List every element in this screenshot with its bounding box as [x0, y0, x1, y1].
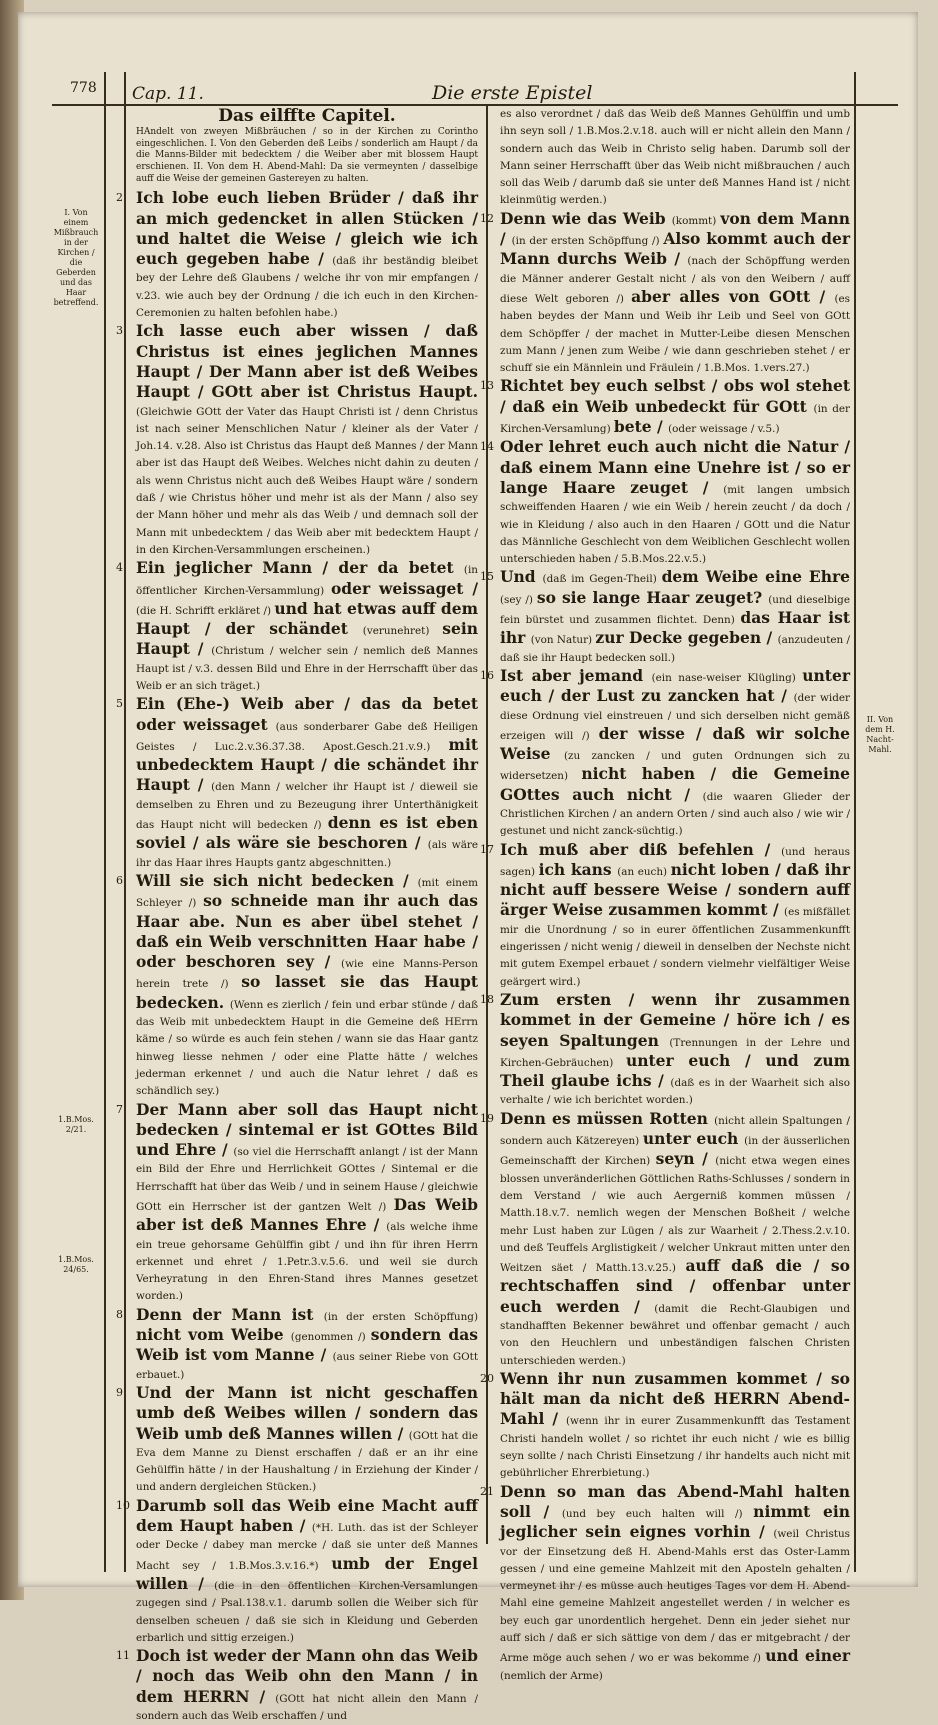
verse [136, 1101, 478, 1306]
gloss-text: (anzudeuten / daß sie ihr Haupt bedecken soll.) [500, 634, 851, 664]
verse-text: nicht haben / die Gemeine GOttes auch nicht / [500, 764, 850, 804]
gloss-text: (mit langen umbsich schweiffenden Haaren / wie ein Weib / herein zeucht / da doch / wie in Kleidung / also auch in den Haaren / GOtt und die Natur das Männliche Geschlecht von dem Weiblichen Geschlecht wollen unterschieden haben / 5.B.Mos.22.v.5.) [500, 483, 851, 566]
verse [500, 991, 850, 1110]
gloss-text: (Wenn es zierlich / fein und erbar stünde / daß das Weib mit unbedecktem Haupt in die Gemeine deß HErrn käme / so würde es auch fein stehen / wann sie das Haar gantz hinweg liesse nehmen / oder eine Platte hätte / welches jederman erkennet / und auch die Natur lehret / daß es schändlich sey.) [136, 998, 479, 1098]
verse [136, 1384, 478, 1497]
left-column-rule [124, 72, 126, 1572]
gloss-text: (damit die Recht-Glaubigen und standhafften Bekenner bewähret und offenbar gemacht / auch von den Heuchlern und unbeständigen falschen Christen unterschieden werden.) [500, 1302, 850, 1367]
verse [136, 1306, 478, 1384]
gloss-text: (*H. Luth. das ist der Schleyer oder Decke / dabey man mercke / daß sie unter deß Mannes Macht sey / 1.B.Mos.3.v.16.*) [136, 1522, 478, 1572]
verse-text: Ich lasse euch aber wissen / daß Christus ist eines jeglichen Mannes Haupt / Der Mann aber ist deß Weibes Haupt / GOtt aber ist Christus Haupt. [136, 321, 478, 402]
running-head-chapter: Cap. 11. [132, 84, 204, 104]
gloss-text: (Gleichwie GOtt der Vater das Haupt Christi ist / denn Christus ist nach seiner Menschlichen Natur / kleiner als der Vater / Joh.14. v.28. Also ist Christus das Haupt deß Mannes / der Mann aber ist das Haupt deß Weibes. Welches nicht dahin zu deuten / als wenn Christus nicht auch deß Weibes Haupt wäre / sondern daß / wie Christus höher und mehr ist als der Mann / also sey der Mann höher und mehr als das Weib / und demnach soll der Mann mit unbedecktem / das Weib aber mit bedecktem Haupt / in den Kirchen-Versammlungen erscheinen.) [136, 405, 478, 556]
verse-text: auff daß die / so rechtschaffen sind / offenbar unter euch werden / [500, 1256, 850, 1316]
verse-text: Oder lehret euch auch nicht die Natur / daß einem Mann eine Unehre ist / so er lange Haare zeuget / [500, 437, 850, 497]
verse [500, 1370, 850, 1483]
verse [136, 559, 478, 695]
gloss-text: (es mißfället mir die Unordnung / so in eurer öffentlichen Zusammenkunfft eingerissen / nicht wenig / dieweil in denselben der Nechste nicht mit gutem Exempel erbauet / sondern vielmehr vielfältiger Weise geärgert wird.) [500, 906, 851, 988]
verse-text: Doch ist weder der Mann ohn das Weib / noch das Weib ohn den Mann / in dem HERRN / [136, 1646, 478, 1706]
gloss-text: (die H. Schrifft erkläret /) [136, 604, 275, 617]
verse-text: der wisse / daß wir solche Weise [500, 723, 850, 764]
verse-text: bete / [613, 417, 669, 437]
gloss-text: (wie eine Manns-Person herein trete /) [136, 958, 478, 991]
gloss-text: (in der Kirchen-Versamlung) [500, 402, 851, 436]
gloss-text: (nicht allein Spaltungen / sondern auch Kätzereyen) [500, 1114, 850, 1148]
gloss-text: (daß es in der Waarheit sich also verhalte / wie ich berichtet worden.) [500, 1077, 851, 1107]
verse [500, 377, 850, 438]
verse-text: Denn wie das Weib [500, 208, 672, 228]
gloss-text: (der wider diese Ordnung viel einstreuen / und sich derselben nicht gemäß erzeigen will /) [500, 692, 850, 742]
verse-text: denn es ist eben soviel / als wäre sie beschoren / [136, 813, 478, 853]
verse-text: oder weissaget / [330, 578, 478, 598]
gloss-text: (ein nase-weiser Klügling) [651, 671, 803, 684]
verse-text: Ich muß aber diß befehlen / [500, 839, 782, 859]
verse [136, 1497, 478, 1647]
gloss-text: (von Natur) [530, 634, 596, 647]
gloss-text: (wenn ihr in eurer Zusammenkunfft das Testament Christi handeln wollet / so richtet ihr euch nicht / wie es billig seyn sollte / nach Christi Einsetzung / ihr handelts auch nicht mit gebührlicher Ehrerbietung.) [500, 1415, 851, 1480]
gloss-text: (mit einem Schleyer /) [136, 876, 479, 910]
verse [500, 841, 850, 991]
verse [136, 322, 478, 559]
gloss-text: (oder weissage / v.5.) [668, 423, 780, 436]
margin-note-left: 1.B.Mos. 2/21. [58, 1115, 94, 1134]
gloss-text: (GOtt hat nicht allein den Mann / sondern auch das Weib erschaffen / und [136, 1692, 478, 1723]
verse-text: Das Weib aber ist deß Mannes Ehre / [136, 1195, 478, 1235]
left-margin-rule [104, 72, 106, 1572]
verse [136, 695, 478, 872]
verse-text: und hat etwas auff dem Haupt / der schändet [136, 598, 479, 639]
verse-text: Denn der Mann ist [136, 1304, 324, 1324]
verse-text: Also kommt auch der Mann durchs Weib / [500, 229, 851, 269]
gloss-text: es also verordnet / daß das Weib deß Mannes Gehülffin und umb ihn seyn soll / 1.B.Mos.2.v.18. auch will er nicht allein den Mann / sondern auch das Weib in Christo selig haben. Darumb soll der Mann seiner Herrschafft über das Weib nicht mißbrauchen / auch soll das Weib / darumb daß sie unter deß Mannes Hand ist / nicht kleinmütig werden.) [500, 108, 850, 207]
verse-text: so sie lange Haar zeuget? [536, 587, 769, 607]
verse-text: umb der Engel willen / [136, 1553, 479, 1593]
verse-text: von dem Mann / [500, 208, 851, 249]
verse-text: Ist aber jemand [500, 665, 652, 685]
gloss-text: (als wäre ihr das Haar ihres Haupts gantz abgeschnitten.) [136, 839, 478, 869]
verse-text: nicht loben / daß ihr nicht auff bessere Weise / sondern auff ärger Weise zusammen kommt / [500, 859, 850, 920]
verse-text: zur Decke gegeben / [595, 628, 778, 648]
gloss-text: (die waaren Glieder der Christlichen Kirchen / an andern Orten / sind auch also / wie wir / gestunet und nicht zanck-süchtig.) [500, 790, 851, 838]
verse [500, 438, 850, 568]
verse-text: Denn es müssen Rotten [500, 1108, 715, 1128]
gloss-text: (GOtt hat die Eva dem Manne zu Dienst erschaffen / daß er an ihr eine Gehülffin hätte / in der Haushaltung / in Erziehung der Kinder / und andern dergleichen Stücken.) [136, 1429, 479, 1494]
verse-text: Denn so man das Abend-Mahl halten soll / [500, 1481, 850, 1521]
verse-text: nicht vom Weibe [136, 1325, 291, 1345]
gloss-text: (aus sonderbarer Gabe deß Heiligen Geistes / Luc.2.v.36.37.38. Apost.Gesch.21.v.9.) [136, 720, 478, 753]
verse-text: Ein (Ehe-) Weib aber / das da betet oder weissaget [136, 694, 478, 734]
gloss-text: (den Mann / welcher ihr Haupt ist / dieweil sie demselben zu Ehren und zu Bezeugung ihrer Unterthänigkeit das Haupt nicht will bedecken /) [136, 781, 478, 832]
verse-text: unter euch / der Lust zu zancken hat / [500, 665, 850, 706]
gloss-text: (zu zancken / und guten Ordnungen sich zu widersetzen) [500, 750, 850, 783]
verse [500, 1110, 850, 1370]
verse-text: unter euch / und zum Theil glaube ichs / [500, 1050, 850, 1091]
verse [136, 872, 478, 1101]
running-head-title: Die erste Epistel [432, 82, 593, 104]
verse-text: Ein jeglicher Mann / der da betet [136, 558, 464, 578]
verse-text: so lasset sie das Haupt bedecken. [136, 972, 478, 1012]
gloss-text: (kommt) [671, 214, 721, 227]
gloss-text: (in der ersten Schöpffung /) [511, 235, 664, 248]
verse: 11 Doch ist weder der Mann ohn das Weib / noch das Weib ohn den Mann / in dem HERRN / (GOtt hat nicht allein den Mann / sondern auch das Weib erschaffen / und [116, 1646, 478, 1723]
gloss-text: (und dieselbige fein bürstet und zusammen flichtet. Denn) [500, 593, 850, 627]
gloss-text: (verunehret) [362, 625, 443, 638]
verse-text: unter euch [642, 1129, 745, 1149]
verse-text: Darumb soll das Weib eine Macht auff dem Haupt haben / [136, 1495, 478, 1536]
verse-text: Will sie sich nicht bedecken / [136, 870, 418, 890]
verse-text: dem Weibe eine Ehre [661, 567, 850, 587]
gloss-text: (als welche ihme ein treue gehorsame Gehülffin gibt / und ihn für ihren Herrn erkennet und ehret / 1.Petr.3.v.5.6. und weil sie durch Verheyratung in den Ehren-Stand ihres Mannes gesetzet worden.) [136, 1221, 478, 1303]
verse-text: nimmt ein jeglicher sein eignes vorhin / [500, 1501, 850, 1542]
gloss-text: (nicht etwa wegen eines blossen unveränderlichen Göttlichen Raths-Schlusses / sondern in dem Verstand / wie auch Aergerniß kommen müssen / Matth.18.v.7. nemlich wegen der Menschen Boßheit / welche mehr Lust haben zur Lügen / als zur Waarheit / 2.Thess.2.v.10. und deß Teuffels Arglistigkeit / welcher Unkraut mitten unter den Weitzen säet / Matth.13.v.25.) [500, 1155, 850, 1275]
gloss-text: (aus seiner Riebe von GOtt erbauet.) [136, 1351, 478, 1381]
gloss-text: (nemlich der Arme) [500, 1669, 603, 1682]
gloss-text: (in der äusserlichen Gemeinschafft der Kirchen) [500, 1135, 850, 1168]
gloss-text: (und bey euch halten will /) [561, 1507, 754, 1520]
verse-text: das Haar ist ihr [500, 608, 850, 648]
gloss-text: (die in den öffentlichen Kirchen-Versamlungen zugegen sind / Psal.138.v.1. darumb sollen die Weiber sich für denselben scheuen / daß sie sich in Kleidung und Geberden erbarlich und sittig erzeigen.) [136, 1579, 478, 1644]
margin-note-right: II. Von dem H. Nacht-Mahl. [865, 715, 895, 754]
gloss-text: (daß im Gegen-Theil) [542, 573, 662, 586]
page-number: 778 [70, 80, 97, 96]
center-rule [486, 104, 488, 1544]
gloss-text: (und heraus sagen) [500, 845, 851, 878]
verse-text: und einer [765, 1646, 850, 1666]
verse-text: sondern das Weib ist vom Manne / [136, 1325, 478, 1365]
gloss-text: (in öffentlicher Kirchen-Versammlung) [136, 564, 478, 597]
gloss-text: (Trennungen in der Lehre und Kirchen-Gebräuchen) [500, 1036, 851, 1069]
verse-text: Der Mann aber soll das Haupt nicht bedecken / sintemal er ist GOttes Bild und Ehre / [136, 1099, 478, 1160]
chapter-summary: HAndelt von zweyen Mißbräuchen / so in der Kirchen zu Corintho eingeschlichen. I. Von den Geberden deß Leibs / sonderlich am Haupt / da die Manns-Bilder mit bedecktem / die Weiber aber mit blossem Haupt erschienen. II. Von dem H. Abend-Mahl: Da sie vermeynten / dasselbige auff die Weise der gemeinen Gastereyen zu halten. [136, 127, 478, 184]
gloss-text: (in der ersten Schöpffung) [323, 1310, 479, 1323]
gloss-text: (Christum / welcher sein / nemlich deß Mannes Haupt ist / v.3. dessen Bild und Ehre in der Herrschafft über das Weib er an sich träget.) [136, 645, 478, 692]
verse-text: mit unbedecktem Haupt / die schändet ihr Haupt / [136, 734, 478, 795]
left-column [116, 106, 479, 1725]
verse-text: Wenn ihr nun zusammen kommet / so hält man da nicht deß HERRN Abend-Mahl / [500, 1368, 850, 1429]
verse-text: Zum ersten / wenn ihr zusammen kommet in der Gemeine / höre ich / es seyen Spaltungen [500, 989, 850, 1050]
right-margin-rule [854, 72, 856, 1572]
verse-text: aber alles von GOtt / [631, 286, 835, 306]
gloss-text: (so viel die Herrschafft anlangt / ist der Mann ein Bild der Ehre und Herrlichkeit GOttes / Sintemal er die Herrschafft hat über das Weib / und in seinem Hause / gleichwie GOtt ein Herrscher ist der gantzen Welt /) [136, 1146, 478, 1213]
margin-note-left: I. Von einem Mißbrauch in der Kirchen / die Geberden und das Haar betreffend. [53, 208, 99, 307]
right-column [500, 106, 850, 1685]
verse [500, 1483, 850, 1685]
gloss-text: (genommen /) [290, 1331, 371, 1344]
verse [500, 106, 850, 210]
verse-text: Und der Mann ist nicht geschaffen umb deß Weibes willen / sondern das Weib umb deß Mannes willen / [136, 1382, 478, 1443]
gloss-text: (sey /) [500, 593, 537, 606]
verse [500, 667, 850, 841]
verse-text: sein Haupt / [136, 619, 478, 659]
verse-text: ich kans [538, 859, 618, 879]
verse-text: Ich lobe euch lieben Brüder / daß ihr an mich gedencket in allen Stücken / und haltet die Weise / gleich wie ich euch gegeben habe / [136, 188, 478, 269]
chapter-title: Das eilffte Capitel. [218, 106, 396, 126]
gloss-text: (es haben beydes der Mann und Weib ihr Leib und Seel von GOtt dem Schöpffer / der machet in Mutter-Leibe diesen Menschen zum Mann / jenen zum Weibe / wie dann geschrieben stehet / er schuff sie ein Männlein und Fräulein / 1.B.Mos. 1.vers.27.) [500, 292, 850, 375]
verse [500, 568, 850, 666]
verse-text: seyn / [655, 1149, 716, 1169]
verse [136, 189, 478, 322]
verse-text: Richtet bey euch selbst / obs wol stehet / daß ein Weib unbedeckt für GOtt [500, 376, 850, 416]
margin-note-left: 1.B.Mos. 24/65. [58, 1255, 94, 1274]
gloss-text: (an euch) [617, 865, 671, 878]
verse-text: so schneide man ihr auch das Haar abe. Nun es aber übel stehet / daß ein Weib verschnitten Haar habe / oder beschoren sey / [136, 891, 478, 972]
gloss-text: (weil Christus vor der Einsetzung deß H. Abend-Mahls erst das Oster-Lamm gessen / und eine gemeine Mahlzeit mit den Aposteln gehalten / vermeynet ihr / es müsse auch heutiges Tages vor dem H. Abend-Mahl eine gemeine Mahlzeit angestellet werden / in welcher es bey euch gar unordentlich hergehet. Denn ein jeder siehet nur auff sich / daß er sich sättige von dem / das er mitgebracht / der Arme möge auch sehen / wo er was bekomme /) [500, 1528, 851, 1665]
verse [500, 210, 850, 378]
gloss-text: (daß ihr beständig bleibet bey der Lehre deß Glaubens / welche ihr von mir empfangen / v.23. wie auch bey der Ordnung / die ich euch in den Kirchen-Ceremonien zu halten befohlen habe.) [136, 255, 479, 320]
verse-text: Und [500, 567, 543, 587]
gloss-text: (nach der Schöpffung werden die Männer anderer Gestalt nicht / als von den Weibern / auff diese Welt geboren /) [500, 255, 850, 305]
